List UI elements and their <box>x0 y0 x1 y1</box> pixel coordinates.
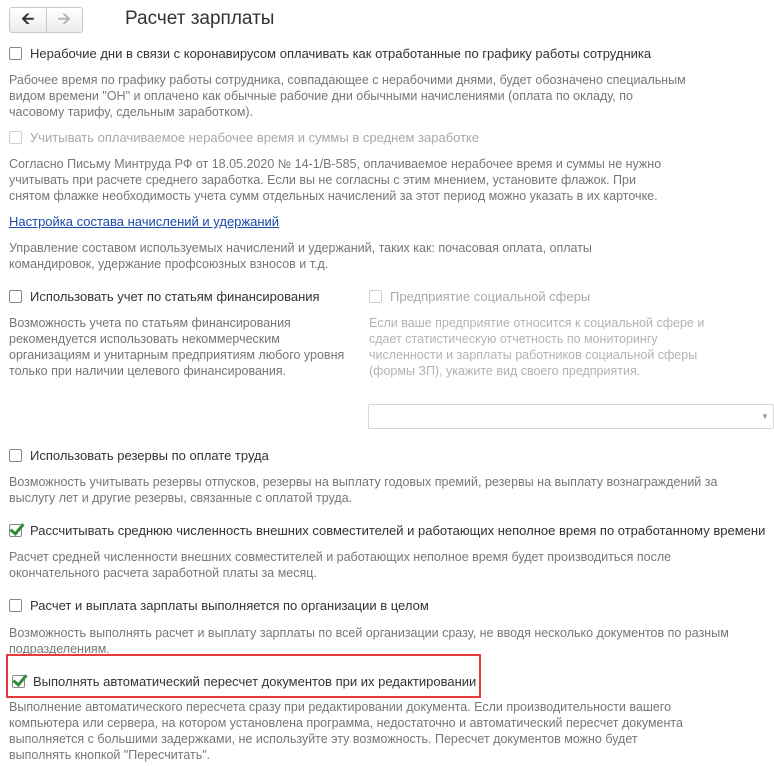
arrow-right-icon: 🡪 <box>57 11 71 28</box>
social-sphere-option <box>369 289 590 304</box>
social-sphere-description: Если ваше предприятие относится к социальной сфере и сдает статистическую отчетность по мониторингу численности и зарплаты работников социальной сферы (формы ЗП), укажите вид своего предприятия. <box>369 316 705 378</box>
average-headcount-option[interactable] <box>9 523 765 538</box>
page-title: Расчет зарплаты <box>125 8 275 29</box>
auto-recalc-description: Выполнение автоматического пересчета сразу при редактировании документа. Если производительности вашего компьютера или сервера, на котором установлена программа, недостаточно и автоматический пересчет документа выполняется с большими задержками, не используйте эту возможность. Пересчет документов можно будет выполнять кнопкой "Пересчитать". <box>9 700 683 762</box>
accruals-settings-link[interactable]: Настройка состава начислений и удержаний <box>9 214 280 229</box>
nonworking-days-label: Нерабочие дни в связи с коронавирусом оплачивать как отработанные по графику работы сотрудника <box>30 46 652 61</box>
whole-org-description: Возможность выполнять расчет и выплату зарплаты по всей организации сразу, не вводя несколько документов по разным подразделениям. <box>9 626 729 656</box>
average-earnings-checkbox <box>9 131 22 144</box>
auto-recalc-checkbox[interactable] <box>12 675 25 688</box>
forward-button[interactable] <box>47 8 83 32</box>
average-earnings-option <box>9 130 479 145</box>
reserves-checkbox[interactable] <box>9 449 22 462</box>
financing-description: Возможность учета по статьям финансирования рекомендуется использовать некоммерческим организациям и унитарным предприятиям любого уровня только при наличии целевого финансирования. <box>9 316 345 378</box>
social-sphere-type-select[interactable] <box>368 404 774 429</box>
whole-org-checkbox[interactable] <box>9 599 22 612</box>
average-earnings-description: Согласно Письму Минтруда РФ от 18.05.2020 № 14-1/В-585, оплачиваемое нерабочее время и суммы не нужно учитывать при расчете среднего заработка. Если вы не согласны с этим мнением, установите флажок. При снятом флажке необходимость учета сумм отдельных начислений за этот период можно указать в их карточке. <box>9 157 662 203</box>
financing-option[interactable] <box>9 289 320 304</box>
dropdown-arrow-icon[interactable]: ▼ <box>761 412 769 421</box>
whole-org-label: Расчет и выплата зарплаты выполняется по организации в целом <box>30 598 429 613</box>
navigation-buttons <box>9 7 83 33</box>
whole-org-option[interactable] <box>9 598 429 613</box>
reserves-description: Возможность учитывать резервы отпусков, резервы на выплату годовых премий, резервы на выплату вознаграждений за выслугу лет и другие резервы, связанные с оплатой труда. <box>9 475 718 505</box>
financing-checkbox[interactable] <box>9 290 22 303</box>
back-button[interactable] <box>10 8 47 32</box>
financing-label: Использовать учет по статьям финансирования <box>30 289 320 304</box>
average-earnings-label: Учитывать оплачиваемое нерабочее время и суммы в среднем заработке <box>30 130 480 145</box>
auto-recalc-label: Выполнять автоматический пересчет документов при их редактировании <box>33 674 477 689</box>
average-headcount-checkbox[interactable] <box>9 524 22 537</box>
reserves-label: Использовать резервы по оплате труда <box>30 448 269 463</box>
nonworking-days-option[interactable] <box>9 46 651 61</box>
social-sphere-checkbox <box>369 290 382 303</box>
arrow-left-icon: 🡨 <box>21 11 35 28</box>
average-headcount-description: Расчет средней численности внешних совместителей и работающих неполное время будет производиться после окончательного расчета заработной платы за месяц. <box>9 550 672 580</box>
nonworking-days-checkbox[interactable] <box>9 47 22 60</box>
accruals-description: Управление составом используемых начислений и удержаний, таких как: почасовая оплата, оплаты командировок, удержание профсоюзных взносов и т.д. <box>9 241 592 271</box>
nonworking-days-description: Рабочее время по графику работы сотрудника, совпадающее с нерабочими днями, будет обозначено специальным видом времени "ОН" и оплачено как обычные рабочие дни обычными начислениями (оплата по окладу, по часовому тарифу, сдельным заработком). <box>9 73 686 119</box>
reserves-option[interactable] <box>9 448 269 463</box>
average-headcount-label: Рассчитывать среднюю численность внешних совместителей и работающих неполное время по отработанному времени <box>30 523 766 538</box>
auto-recalc-option[interactable] <box>12 674 476 689</box>
social-sphere-label: Предприятие социальной сферы <box>390 289 591 304</box>
